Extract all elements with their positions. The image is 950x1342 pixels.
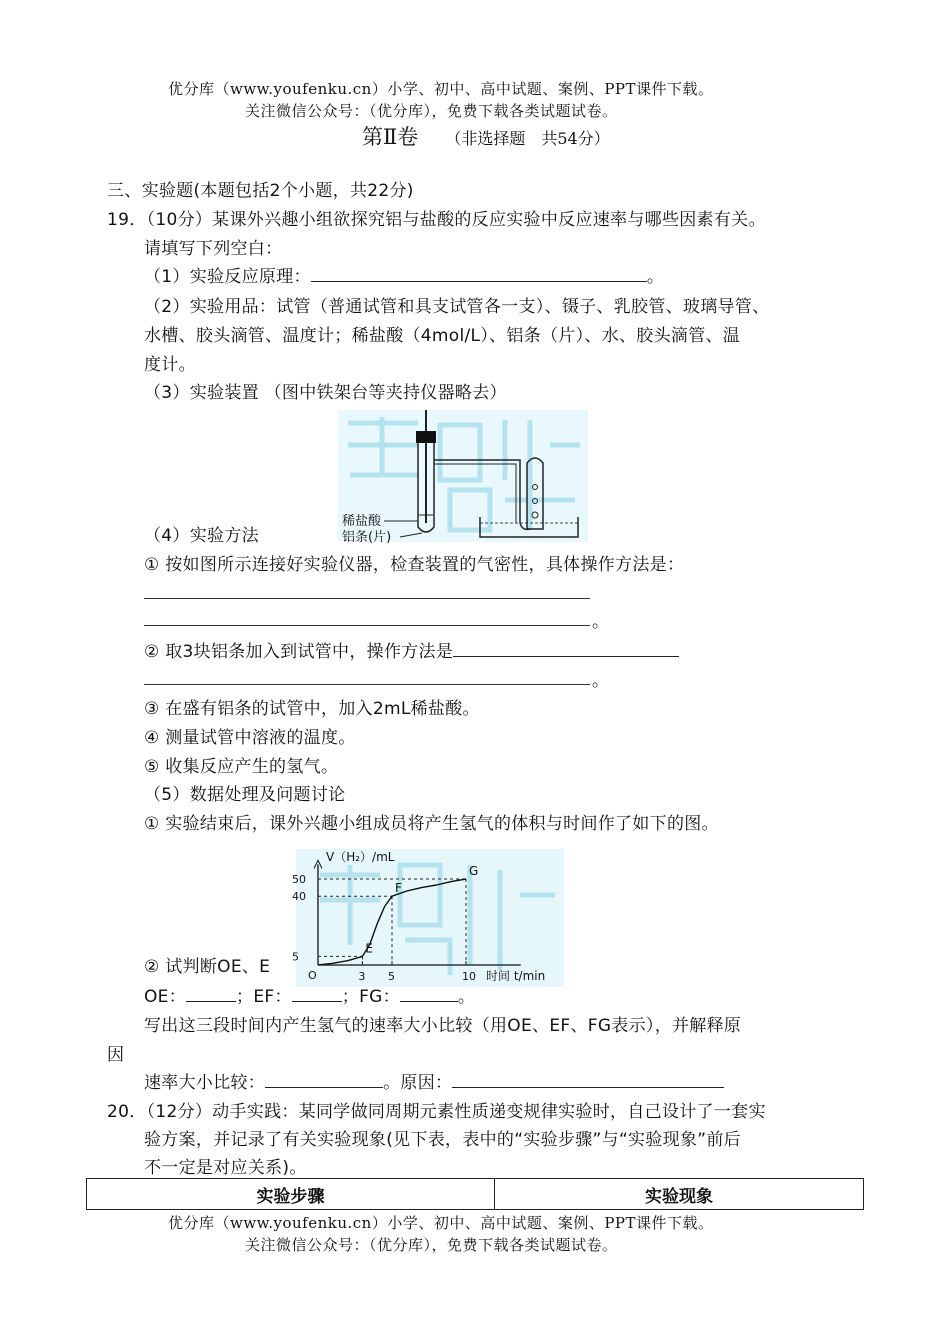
y-tick-label-50: 50 <box>292 873 306 886</box>
reason-blank[interactable] <box>452 1071 724 1088</box>
q19-part1-label: （1）实验反应原理： <box>144 267 311 287</box>
segment-blanks <box>144 982 475 1007</box>
page-title <box>362 121 610 151</box>
apparatus-figure <box>330 405 592 545</box>
x-axis-label: 时间 t/min <box>486 969 546 983</box>
rate-blank[interactable] <box>265 1071 383 1088</box>
origin-label: O <box>308 969 317 982</box>
q20-line-2: 验方案，并记录了有关实验现象(见下表，表中的“实验步骤”与“实验现象”前后 <box>144 1130 741 1150</box>
discussion-1: ① 实验结束后，课外兴趣小组成员将产生氢气的体积与时间作了如下的图。 <box>144 814 719 834</box>
q19-intro-2: 请填写下列空白： <box>144 239 283 259</box>
discussion-3-line2: 因 <box>107 1045 125 1065</box>
col-header-phenomena: 实验现象 <box>494 1179 863 1210</box>
method-2 <box>144 637 679 662</box>
answer-line-m1-a[interactable] <box>144 598 590 599</box>
q20-line-3: 不一定是对应关系)。 <box>144 1158 307 1178</box>
header-line-1: 优分库（www.youfenku.cn）小学、初中、高中试题、案例、PPT课件下载。 <box>168 80 714 98</box>
y-axis-label: V（H₂）/mL <box>326 850 395 864</box>
x-tick-label-3: 3 <box>358 970 366 983</box>
oe-label: OE： <box>144 987 187 1007</box>
footer-line-2: 关注微信公众号：（优分库），免费下载各类试题试卷。 <box>245 1236 618 1254</box>
q19-part2-line1: （2）实验用品：试管（普通试管和具支试管各一支）、镊子、乳胶管、玻璃导管、 <box>144 297 770 317</box>
x-tick-label-5: 5 <box>388 970 395 983</box>
point-label-F: F <box>395 881 402 896</box>
header-line-2: 关注微信公众号：（优分库），免费下载各类试题试卷。 <box>245 102 618 120</box>
ef-blank[interactable] <box>292 985 342 1002</box>
answer-blank-m2[interactable] <box>453 640 679 657</box>
fg-label: ；FG： <box>341 987 400 1007</box>
y-tick-label-5: 5 <box>292 950 299 964</box>
method-5: ⑤ 收集反应产生的氢气。 <box>144 757 339 777</box>
q20-line-1: 20．（12分）动手实践：某同学做同周期元素性质递变规律实验时，自己设计了一套实 <box>107 1102 766 1122</box>
table-header-row <box>87 1179 864 1210</box>
q19-part4: （4）实验方法 <box>144 526 259 546</box>
footer-line-1: 优分库（www.youfenku.cn）小学、初中、高中试题、案例、PPT课件下载。 <box>168 1214 714 1232</box>
answer-blank-principle[interactable] <box>311 265 647 282</box>
col-header-steps: 实验步骤 <box>87 1179 495 1210</box>
q19-part1-end: 。 <box>646 267 665 287</box>
ef-label: ；EF： <box>236 987 292 1007</box>
y-tick-label-40: 40 <box>292 890 306 904</box>
experiment-table <box>86 1178 864 1210</box>
title-main: 第Ⅱ卷 <box>362 125 419 149</box>
method-4: ④ 测量试管中溶液的温度。 <box>144 728 356 748</box>
method-2-end: 。 <box>592 671 610 691</box>
method-3: ③ 在盛有铝条的试管中，加入2mL稀盐酸。 <box>144 699 480 719</box>
chart-watermark-bg <box>296 849 564 987</box>
q19-part3: （3）实验装置 （图中铁架台等夹持仪器略去） <box>144 383 507 403</box>
title-sub: （非选择题 共54分） <box>445 129 610 148</box>
q19-part2-line2: 水槽、胶头滴管、温度计；稀盐酸（4mol/L）、铝条（片）、水、胶头滴管、温 <box>144 326 741 346</box>
point-label-E: E <box>365 941 373 956</box>
x-tick-label-10: 10 <box>462 970 476 983</box>
fg-blank[interactable] <box>400 985 458 1002</box>
point-label-G: G <box>469 864 479 878</box>
q19-part1 <box>144 262 664 287</box>
label-dilute-hcl: 稀盐酸 <box>342 514 382 529</box>
discussion-2: ② 试判断OE、E <box>144 957 271 977</box>
method-2-label: ② 取3块铝条加入到试管中，操作方法是 <box>144 642 454 662</box>
segment-end: 。 <box>457 987 476 1007</box>
oe-blank[interactable] <box>186 985 236 1002</box>
q19-intro-1: 19．（10分）某课外兴趣小组欲探究铝与盐酸的反应实验中反应速率与哪些因素有关。 <box>107 210 766 230</box>
discussion-3-line1: 写出这三段时间内产生氢气的速率大小比较（用OE、EF、FG表示），并解释原 <box>144 1016 742 1036</box>
method-1: ① 按如图所示连接好实验仪器，检查装置的气密性，具体操作方法是： <box>144 555 685 575</box>
label-aluminum: 铝条(片) <box>342 530 392 545</box>
volume-time-chart <box>290 845 576 990</box>
q19-part5: （5）数据处理及问题讨论 <box>144 785 346 805</box>
rate-compare-row <box>144 1068 724 1093</box>
method-1-end: 。 <box>592 612 610 632</box>
q19-part2-line3: 度计。 <box>144 355 196 375</box>
answer-line-m2[interactable] <box>144 684 590 685</box>
reason-label: 。原因： <box>383 1073 453 1093</box>
stopper <box>416 431 436 443</box>
section-heading: 三、实验题(本题包括2个小题，共22分) <box>107 181 414 201</box>
rate-label: 速率大小比较： <box>144 1073 266 1093</box>
answer-line-m1-b[interactable] <box>144 625 590 626</box>
